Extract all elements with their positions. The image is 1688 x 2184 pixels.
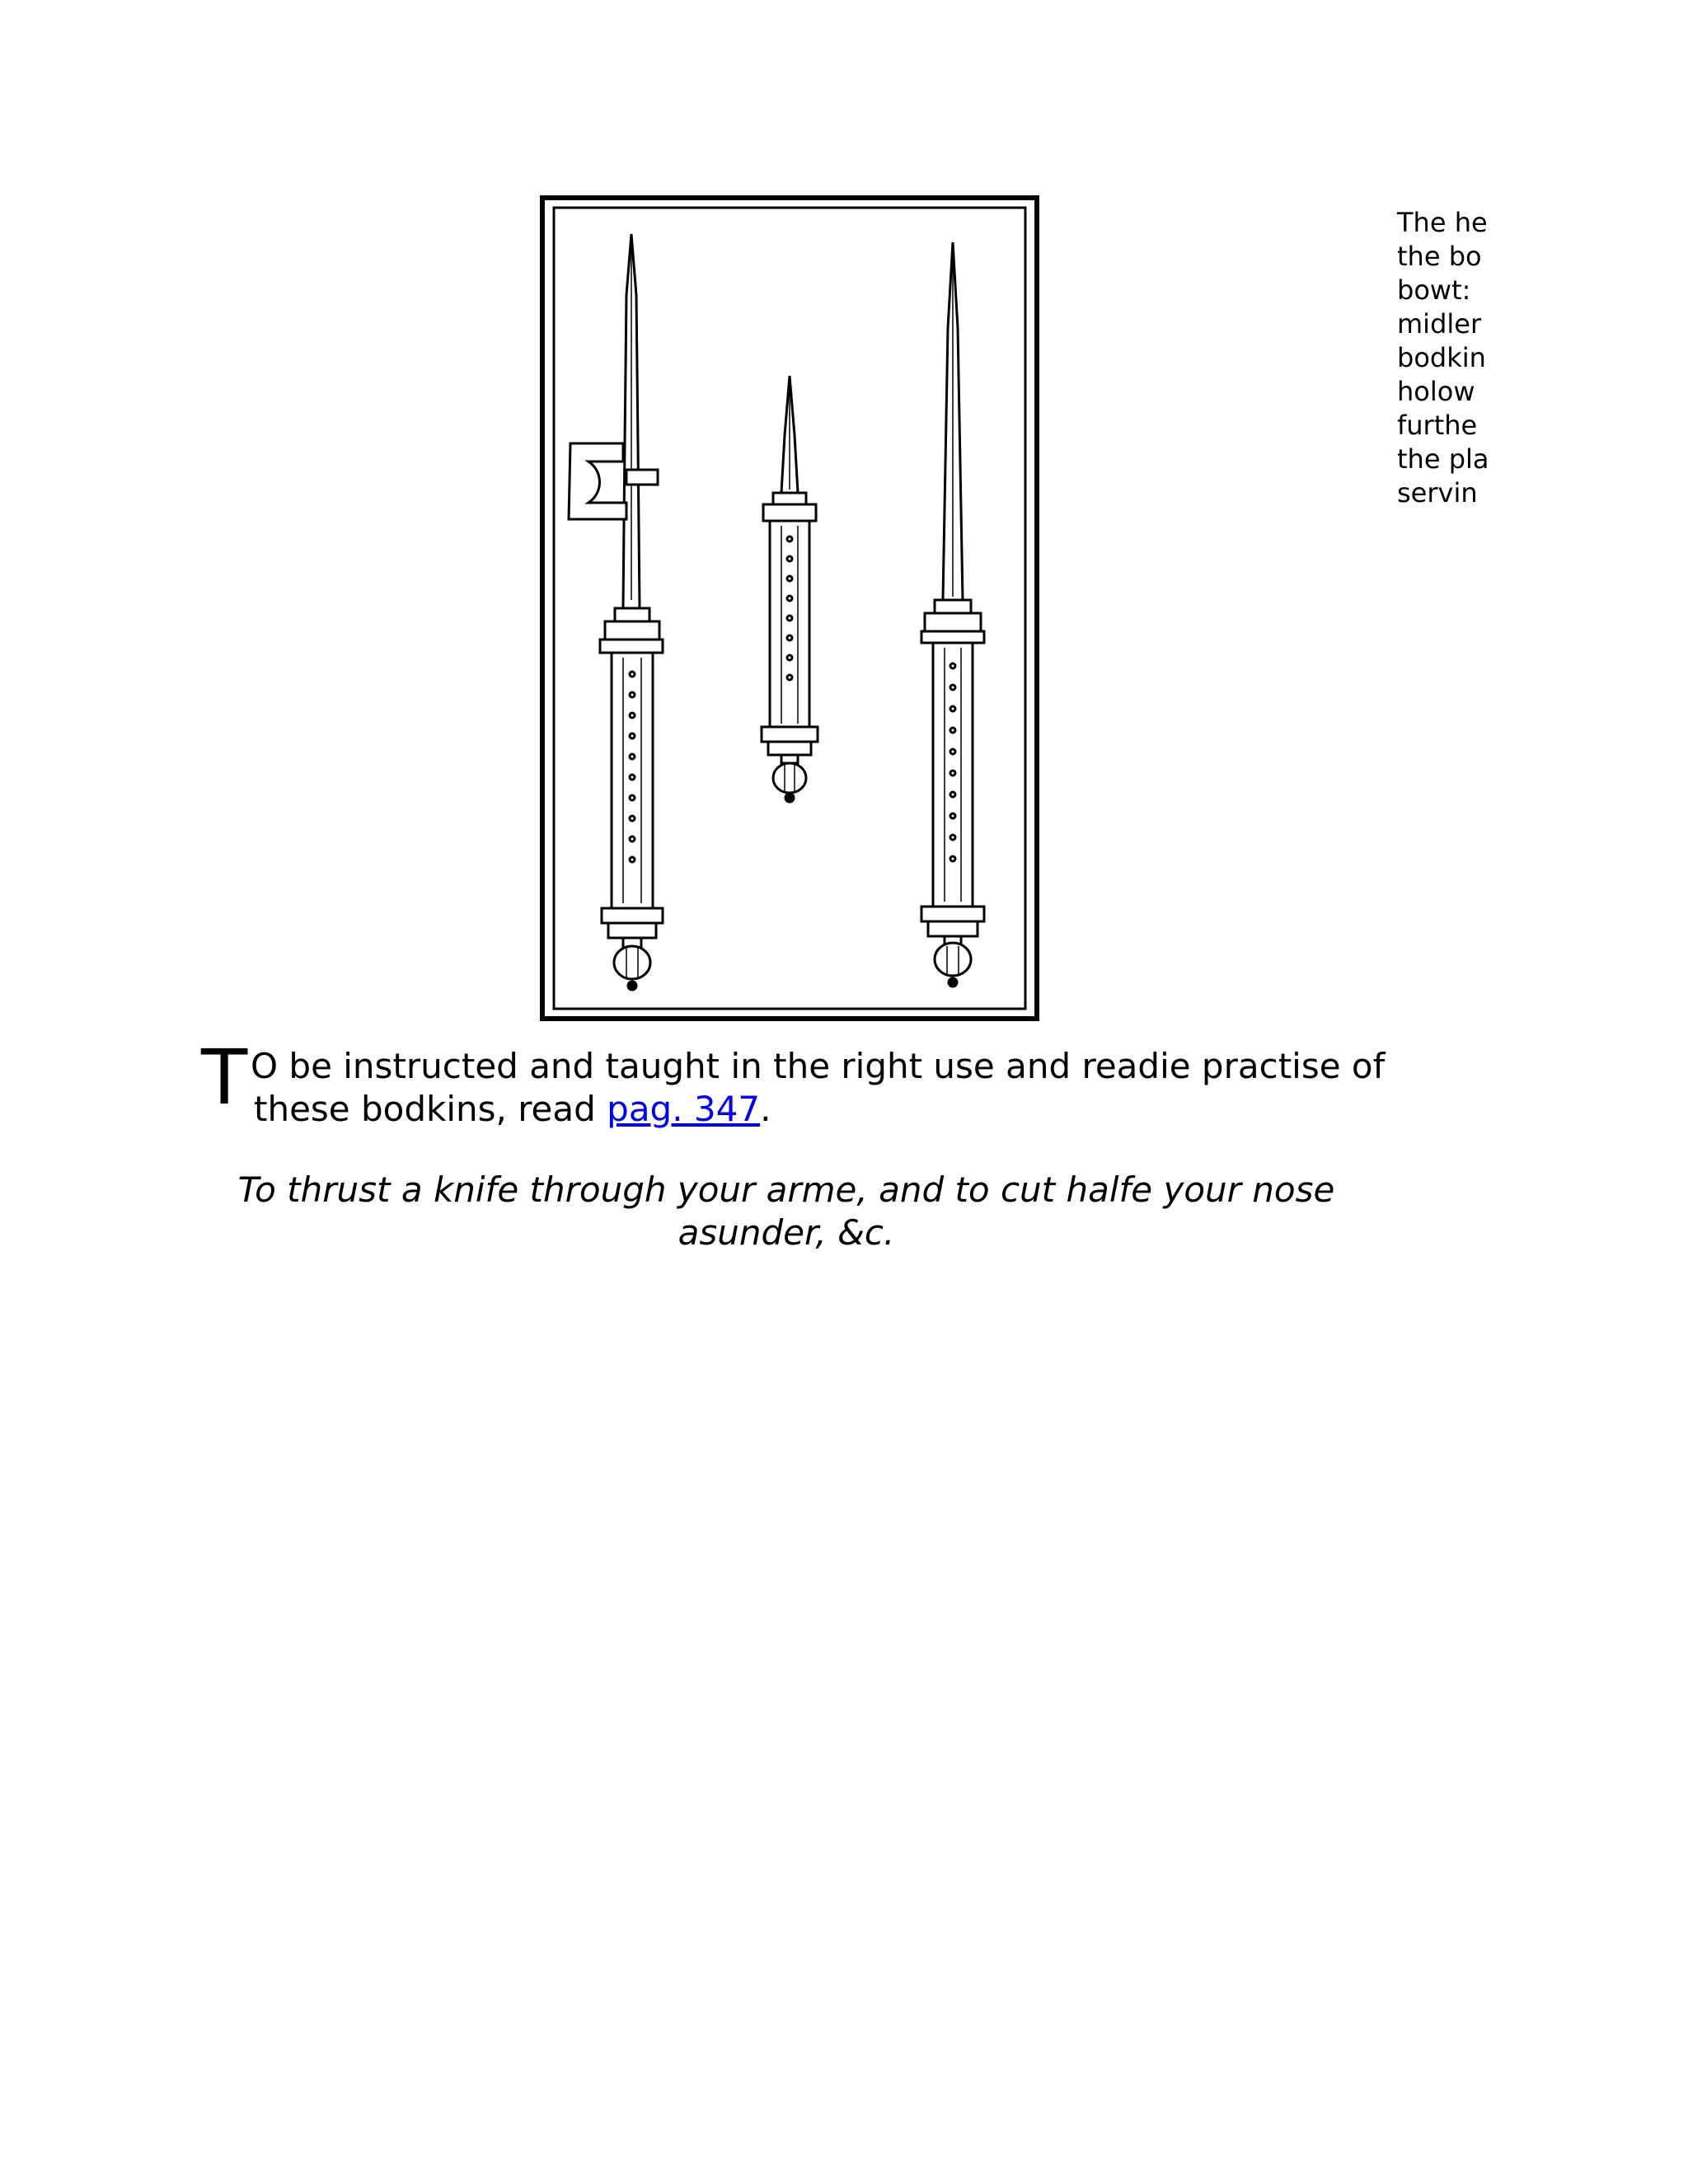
- sidenote-line: the bo: [1397, 241, 1482, 272]
- left-bodkin: [569, 234, 663, 990]
- sidenote-line: bodkin: [1397, 342, 1486, 373]
- right-bodkin: [921, 242, 984, 987]
- section-heading: To thrust a knife through your arme, and to cut halfe your nose asunder, &c.: [237, 1169, 1335, 1253]
- margin-sidenote: [1397, 206, 1489, 510]
- bodkins-woodcut-illustration: [541, 196, 1039, 1020]
- paragraph-line-1: O be instructed and taught in the right use and readie practise of: [251, 1046, 1386, 1086]
- sidenote-line: holow: [1397, 376, 1475, 407]
- sidenote-line: furthe: [1397, 410, 1478, 441]
- paragraph-text: these bodkins, read: [254, 1089, 607, 1129]
- paragraph-line-2: [254, 1088, 771, 1131]
- sidenote-line: midler: [1397, 308, 1482, 340]
- sidenote-line: servin: [1397, 477, 1478, 509]
- middle-bodkin: [762, 376, 818, 802]
- page-reference-link[interactable]: pag. 347: [607, 1089, 761, 1129]
- paragraph-period: .: [760, 1089, 771, 1129]
- sidenote-line: bowt:: [1397, 274, 1471, 306]
- drop-cap: T: [201, 1033, 248, 1122]
- sidenote-line: The he: [1397, 207, 1488, 238]
- sidenote-line: the pla: [1397, 443, 1489, 475]
